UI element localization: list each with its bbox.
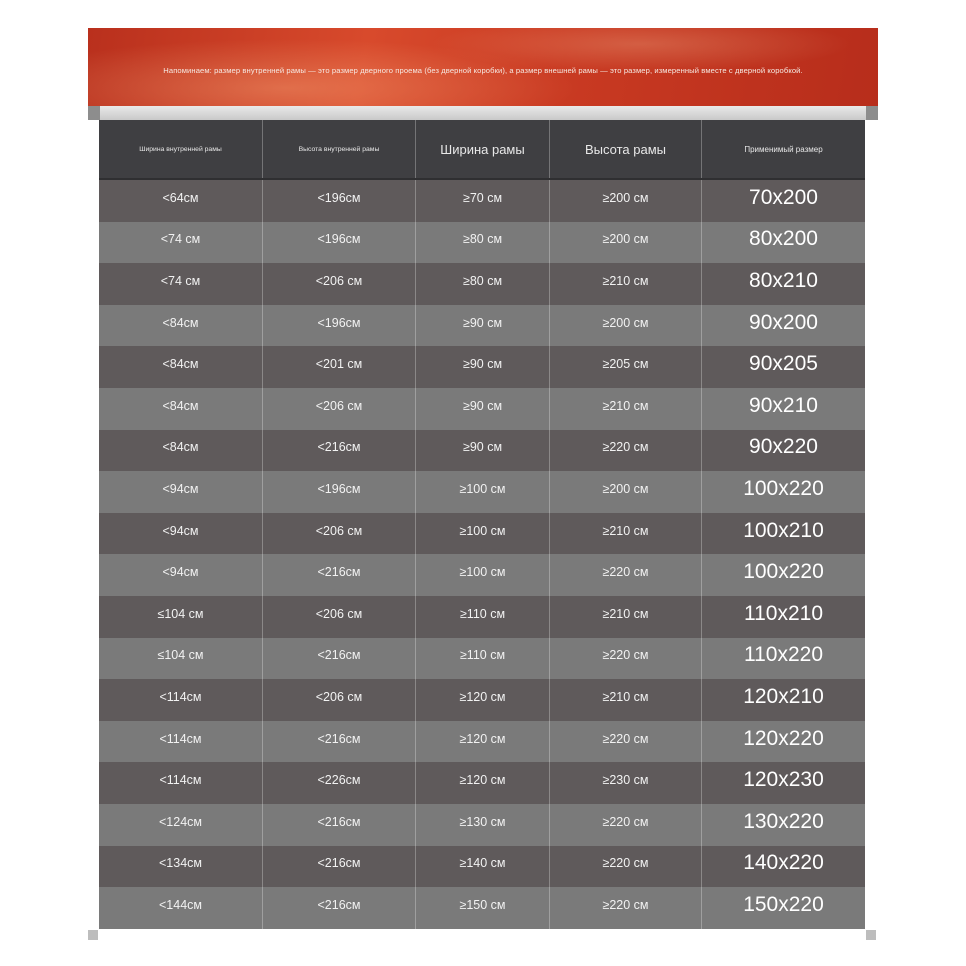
applicable-size-cell [702, 762, 865, 804]
frame-height-cell [550, 596, 702, 638]
table-row [99, 596, 865, 638]
inner-width-cell [99, 222, 263, 264]
frame-width-cell [416, 804, 550, 846]
inner-height-cell [263, 638, 416, 680]
frame-width-cell [416, 471, 550, 513]
inner-height-cell [263, 222, 416, 264]
applicable-size-cell-text: 90x210 [749, 393, 818, 417]
inner-width-cell [99, 305, 263, 347]
frame-height-cell [550, 679, 702, 721]
frame-height-cell-text: ≥220 см [602, 648, 649, 663]
inner-height-cell [263, 430, 416, 472]
inner-width-cell-text: <114см [159, 731, 202, 746]
frame-width-cell [416, 513, 550, 555]
applicable-size-cell [702, 222, 865, 264]
inner-height-cell [263, 596, 416, 638]
frame-width-cell-text: ≥90 см [462, 440, 503, 455]
frame-height-cell-text: ≥200 см [602, 190, 649, 205]
applicable-size-cell [702, 471, 865, 513]
frame-width-cell [416, 638, 550, 680]
frame-width-cell-text: ≥100 см [459, 523, 506, 538]
applicable-size-cell-text: 120x220 [743, 726, 824, 750]
frame-height-cell [550, 887, 702, 929]
inner-height-cell [263, 762, 416, 804]
frame-height-cell [550, 346, 702, 388]
table-row [99, 471, 865, 513]
frame-width-cell-text: ≥100 см [459, 481, 506, 496]
inner-width-cell [99, 762, 263, 804]
frame-width-cell-text: ≥70 см [462, 190, 503, 205]
frame-width-cell [416, 762, 550, 804]
inner-width-cell [99, 263, 263, 305]
applicable-size-cell [702, 679, 865, 721]
applicable-size-cell [702, 263, 865, 305]
frame-width-cell [416, 263, 550, 305]
frame-width-cell [416, 388, 550, 430]
frame-height-cell [550, 721, 702, 763]
inner-width-cell [99, 721, 263, 763]
frame-height-cell-text: ≥220 см [602, 814, 649, 829]
inner-width-cell [99, 596, 263, 638]
table-row [99, 263, 865, 305]
frame-height-cell [550, 471, 702, 513]
inner-width-cell [99, 638, 263, 680]
applicable-size-cell [702, 804, 865, 846]
table-header [99, 120, 865, 180]
table-row [99, 762, 865, 804]
frame-width-cell-text: ≥120 см [459, 731, 506, 746]
applicable-size-cell [702, 513, 865, 555]
applicable-size-cell [702, 554, 865, 596]
inner-width-cell-text: <94см [162, 481, 199, 496]
frame-height-cell-text: ≥210 см [602, 689, 649, 704]
frame-width-cell-text: ≥140 см [459, 856, 506, 871]
inner-height-cell-text: <216см [317, 814, 361, 829]
inner-height-cell [263, 346, 416, 388]
frame-height-cell [550, 513, 702, 555]
inner-height-cell-text: <216см [317, 731, 361, 746]
inner-height-cell-text: <216см [317, 648, 361, 663]
frame-height-cell [550, 554, 702, 596]
inner-width-cell-text: ≤104 см [157, 648, 204, 663]
inner-width-cell [99, 346, 263, 388]
inner-width-cell-text: <74 см [160, 273, 201, 288]
table-row [99, 346, 865, 388]
frame-height-cell [550, 638, 702, 680]
applicable-size-cell-text: 150x220 [743, 892, 824, 916]
table-body [99, 180, 865, 929]
frame-width-cell [416, 721, 550, 763]
inner-width-cell-text: <74 см [160, 232, 201, 247]
frame-width-cell-text: ≥80 см [462, 232, 503, 247]
inner-height-cell-text: <201 см [315, 357, 363, 372]
frame-width-cell [416, 346, 550, 388]
inner-height-cell-text: <206 см [315, 606, 363, 621]
inner-width-cell [99, 513, 263, 555]
applicable-size-cell [702, 887, 865, 929]
table-row [99, 554, 865, 596]
inner-height-cell-text: <216см [317, 440, 361, 455]
table-row [99, 222, 865, 264]
inner-height-cell-text: <226см [317, 773, 361, 788]
size-table [99, 120, 865, 928]
frame-width-cell-text: ≥90 см [462, 357, 503, 372]
frame-height-cell-text: ≥220 см [602, 856, 649, 871]
frame-height-cell [550, 222, 702, 264]
frame-width-cell-text: ≥90 см [462, 315, 503, 330]
inner-height-cell-text: <206 см [315, 273, 363, 288]
frame-height-cell-text: ≥220 см [602, 731, 649, 746]
inner-width-cell-text: <64см [162, 190, 199, 205]
frame-width-cell-text: ≥100 см [459, 565, 506, 580]
inner-height-cell [263, 721, 416, 763]
left-foot [88, 930, 98, 940]
inner-height-cell [263, 471, 416, 513]
inner-height-cell [263, 388, 416, 430]
frame-height-cell-text: ≥220 см [602, 440, 649, 455]
table-row [99, 679, 865, 721]
inner-height-cell [263, 804, 416, 846]
frame-height-cell-text: ≥205 см [602, 357, 649, 372]
frame-width-cell-text: ≥110 см [459, 606, 506, 621]
frame-width-cell-text: ≥90 см [462, 398, 503, 413]
inner-width-cell-text: <94см [162, 523, 199, 538]
frame-height-cell [550, 180, 702, 222]
inner-height-cell-text: <196см [317, 481, 361, 496]
applicable-size-cell [702, 638, 865, 680]
header-frame-height: Высота рамы [550, 120, 702, 178]
inner-width-cell [99, 887, 263, 929]
table-row [99, 388, 865, 430]
applicable-size-cell-text: 100x220 [743, 476, 824, 500]
table-row [99, 430, 865, 472]
frame-width-cell-text: ≥120 см [459, 689, 506, 704]
inner-width-cell-text: <114см [159, 689, 202, 704]
applicable-size-cell [702, 846, 865, 888]
frame-height-cell [550, 762, 702, 804]
inner-height-cell-text: <216см [317, 897, 361, 912]
frame-height-cell [550, 846, 702, 888]
header-inner-height: Высота внутренней рамы [263, 120, 416, 178]
table-row [99, 638, 865, 680]
applicable-size-cell-text: 120x210 [743, 684, 824, 708]
inner-height-cell-text: <216см [317, 856, 361, 871]
frame-width-cell [416, 679, 550, 721]
inner-height-cell-text: <216см [317, 565, 361, 580]
banner-note: Напоминаем: размер внутренней рамы — это размер дверного проема (без дверной коробки), а размер внешней рамы — это размер, измеренный вместе с дверной коробкой. [163, 66, 803, 75]
right-foot [866, 930, 876, 940]
applicable-size-cell [702, 305, 865, 347]
inner-width-cell-text: <114см [159, 773, 202, 788]
inner-width-cell-text: <84см [162, 398, 199, 413]
frame-height-cell-text: ≥200 см [602, 481, 649, 496]
applicable-size-cell-text: 100x210 [743, 518, 824, 542]
applicable-size-cell-text: 70x200 [749, 185, 818, 209]
frame-width-cell [416, 846, 550, 888]
inner-height-cell-text: <206 см [315, 689, 363, 704]
applicable-size-cell [702, 596, 865, 638]
frame-width-cell-text: ≥110 см [459, 648, 506, 663]
inner-width-cell-text: <84см [162, 315, 199, 330]
frame-height-cell [550, 263, 702, 305]
inner-width-cell-text: <144см [159, 897, 202, 912]
table-row [99, 305, 865, 347]
inner-width-cell [99, 846, 263, 888]
frame-width-cell-text: ≥130 см [459, 814, 506, 829]
applicable-size-cell-text: 90x205 [749, 352, 818, 376]
frame-width-cell [416, 180, 550, 222]
applicable-size-cell [702, 388, 865, 430]
inner-height-cell [263, 679, 416, 721]
inner-width-cell-text: <84см [162, 440, 199, 455]
inner-width-cell [99, 471, 263, 513]
inner-width-cell [99, 804, 263, 846]
frame-width-cell [416, 554, 550, 596]
frame-width-cell-text: ≥80 см [462, 273, 503, 288]
applicable-size-cell [702, 430, 865, 472]
inner-width-cell [99, 554, 263, 596]
frame-height-cell-text: ≥220 см [602, 565, 649, 580]
frame-width-cell [416, 222, 550, 264]
header-inner-width: Ширина внутренней рамы [99, 120, 263, 178]
inner-height-cell [263, 554, 416, 596]
inner-height-cell-text: <206 см [315, 523, 363, 538]
table-row [99, 846, 865, 888]
table-row [99, 513, 865, 555]
frame-height-cell-text: ≥210 см [602, 398, 649, 413]
inner-height-cell [263, 305, 416, 347]
applicable-size-cell [702, 180, 865, 222]
frame-width-cell [416, 430, 550, 472]
inner-height-cell [263, 887, 416, 929]
frame-height-cell-text: ≥210 см [602, 523, 649, 538]
applicable-size-cell-text: 140x220 [743, 851, 824, 875]
applicable-size-cell [702, 346, 865, 388]
inner-width-cell-text: <134см [159, 856, 202, 871]
table-row [99, 721, 865, 763]
applicable-size-cell-text: 80x200 [749, 227, 818, 251]
table-top-bar [88, 106, 878, 120]
inner-height-cell-text: <206 см [315, 398, 363, 413]
inner-width-cell-text: ≤104 см [157, 606, 204, 621]
frame-height-cell-text: ≥200 см [602, 232, 649, 247]
inner-height-cell-text: <196см [317, 190, 361, 205]
table-row [99, 804, 865, 846]
inner-height-cell-text: <196см [317, 232, 361, 247]
applicable-size-cell-text: 110x220 [743, 643, 824, 667]
frame-width-cell-text: ≥120 см [459, 773, 506, 788]
applicable-size-cell-text: 90x220 [749, 435, 818, 459]
inner-height-cell [263, 846, 416, 888]
applicable-size-cell-text: 110x210 [743, 601, 824, 625]
inner-height-cell-text: <196см [317, 315, 361, 330]
frame-width-cell-text: ≥150 см [459, 897, 506, 912]
inner-width-cell-text: <94см [162, 565, 199, 580]
frame-height-cell [550, 430, 702, 472]
inner-height-cell [263, 263, 416, 305]
frame-width-cell [416, 596, 550, 638]
inner-width-cell [99, 180, 263, 222]
frame-height-cell [550, 305, 702, 347]
table-row [99, 887, 865, 929]
frame-width-cell [416, 887, 550, 929]
frame-height-cell [550, 804, 702, 846]
frame-width-cell [416, 305, 550, 347]
frame-height-cell-text: ≥200 см [602, 315, 649, 330]
applicable-size-cell-text: 100x220 [743, 560, 824, 584]
inner-height-cell [263, 513, 416, 555]
applicable-size-cell-text: 120x230 [743, 768, 824, 792]
frame-height-cell-text: ≥230 см [602, 773, 649, 788]
inner-width-cell [99, 430, 263, 472]
header-applicable-size: Применимый размер [744, 144, 823, 154]
inner-width-cell [99, 679, 263, 721]
header-frame-width: Ширина рамы [416, 120, 550, 178]
applicable-size-cell-text: 80x210 [749, 268, 818, 292]
frame-height-cell-text: ≥220 см [602, 897, 649, 912]
right-bar-cap [866, 106, 878, 120]
applicable-size-cell [702, 721, 865, 763]
left-bar-cap [88, 106, 100, 120]
frame-height-cell [550, 388, 702, 430]
inner-width-cell-text: <84см [162, 357, 199, 372]
frame-height-cell-text: ≥210 см [602, 606, 649, 621]
inner-width-cell-text: <124см [159, 814, 202, 829]
inner-height-cell [263, 180, 416, 222]
frame-height-cell-text: ≥210 см [602, 273, 649, 288]
inner-width-cell [99, 388, 263, 430]
table-row [99, 180, 865, 222]
applicable-size-cell-text: 90x200 [749, 310, 818, 334]
banner [88, 28, 878, 108]
applicable-size-cell-text: 130x220 [743, 809, 824, 833]
